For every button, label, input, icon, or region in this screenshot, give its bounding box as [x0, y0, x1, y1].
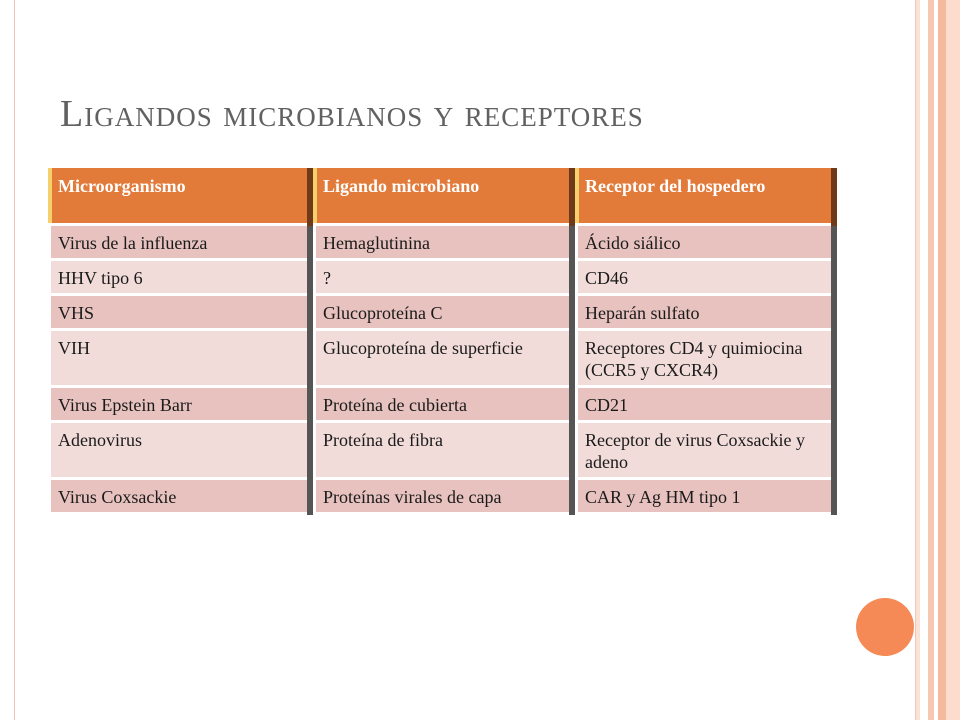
cell-microorganism: VHS: [48, 294, 310, 329]
cell-microorganism: Virus Coxsackie: [48, 478, 310, 513]
slide-title: Ligandos microbianos y receptores: [60, 93, 644, 135]
cell-receptor: CD21: [572, 386, 834, 421]
cell-microorganism: HHV tipo 6: [48, 259, 310, 294]
table-row: [48, 386, 834, 421]
cell-ligand: Glucoproteína C: [310, 294, 572, 329]
cell-microorganism: Virus Epstein Barr: [48, 386, 310, 421]
cell-receptor: Ácido siálico: [572, 224, 834, 259]
cell-receptor: Heparán sulfato: [572, 294, 834, 329]
cell-microorganism: Virus de la influenza: [48, 224, 310, 259]
decorative-orange-circle: [856, 598, 914, 656]
header-microorganism: Microorganismo: [48, 168, 310, 224]
cell-microorganism: Adenovirus: [48, 421, 310, 478]
cell-ligand: Glucoproteína de superficie: [310, 329, 572, 386]
cell-ligand: Proteína de cubierta: [310, 386, 572, 421]
cell-ligand: Proteínas virales de capa: [310, 478, 572, 513]
cell-receptor: CAR y Ag HM tipo 1: [572, 478, 834, 513]
table-row: [48, 478, 834, 513]
cell-receptor: Receptor de virus Coxsackie y adeno: [572, 421, 834, 478]
decorative-side-stripes: [916, 0, 960, 720]
table-header-row: [48, 168, 834, 224]
table-row: [48, 421, 834, 478]
header-microbial-ligand: Ligando microbiano: [310, 168, 572, 224]
table-row: [48, 294, 834, 329]
cell-receptor: CD46: [572, 259, 834, 294]
cell-ligand: Proteína de fibra: [310, 421, 572, 478]
header-host-receptor: Receptor del hospedero: [572, 168, 834, 224]
table-row: [48, 259, 834, 294]
cell-receptor: Receptores CD4 y quimiocina (CCR5 y CXCR4): [572, 329, 834, 386]
table-row: [48, 224, 834, 259]
cell-ligand: Hemaglutinina: [310, 224, 572, 259]
cell-microorganism: VIH: [48, 329, 310, 386]
table-row: [48, 329, 834, 386]
cell-ligand: ?: [310, 259, 572, 294]
ligand-receptor-table: [48, 168, 837, 515]
